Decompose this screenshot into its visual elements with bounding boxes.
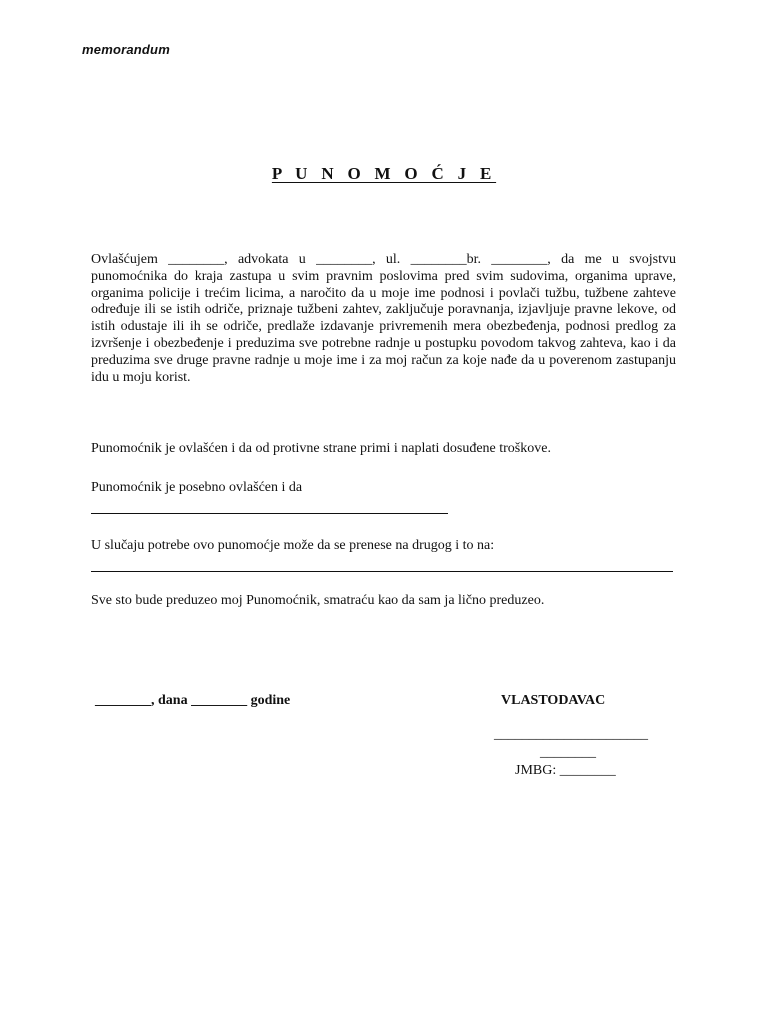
- authorization-paragraph: Ovlašćujem ________, advokata u ________, ul. ________br. ________, da me u svojstvu punomoćnika do kraja zastupa u svim pravnim poslovima pred svim sudovima, organima uprave, organima policije i trećim licima, a naročito da u moje ime podnosi i povlači tužbu, tužbene zahteve određuje ili se istih odriče, priznaje tužbeni zahtev, zaključuje poravnanja, izjavljuje pravne lekove, od istih odustaje ili ih se odriče, predlaže izdavanje privremenih mera obezbeđenja, podnosi predlog za izvršenje i obezbeđenje i preduzima sve potrebne radnje u postupku povodom takvog zahteva, kao i da preduzima sve druge pravne radnje u moje ime i za moj račun za koje nađe da u poverenom zastupanju idu u moju korist.: [91, 252, 676, 385]
- ratification-paragraph: Sve sto bude preduzeo moj Punomoćnik, smatraću kao da sam ja lično preduzeo.: [91, 593, 545, 608]
- document-title: P U N O M O Ć J E: [271, 164, 497, 183]
- signature-line: ______________________: [494, 727, 648, 742]
- transfer-fill-line: [91, 571, 673, 572]
- jmbg-line: JMBG: ________: [515, 763, 616, 778]
- transfer-paragraph: U slučaju potrebe ovo punomoćje može da se prenese na drugog i to na:: [91, 538, 495, 553]
- special-authorization-fill-line: [91, 513, 448, 514]
- special-authorization-paragraph: Punomoćnik je posebno ovlašćen i da: [91, 480, 303, 495]
- place-date-line: ________, dana ________ godine: [95, 693, 291, 708]
- costs-paragraph: Punomoćnik je ovlašćen i da od protivne strane primi i naplati dosuđene troškove.: [91, 441, 551, 456]
- name-line: ________: [540, 745, 596, 760]
- grantor-label: VLASTODAVAC: [501, 693, 606, 708]
- memorandum-label: memorandum: [82, 42, 170, 57]
